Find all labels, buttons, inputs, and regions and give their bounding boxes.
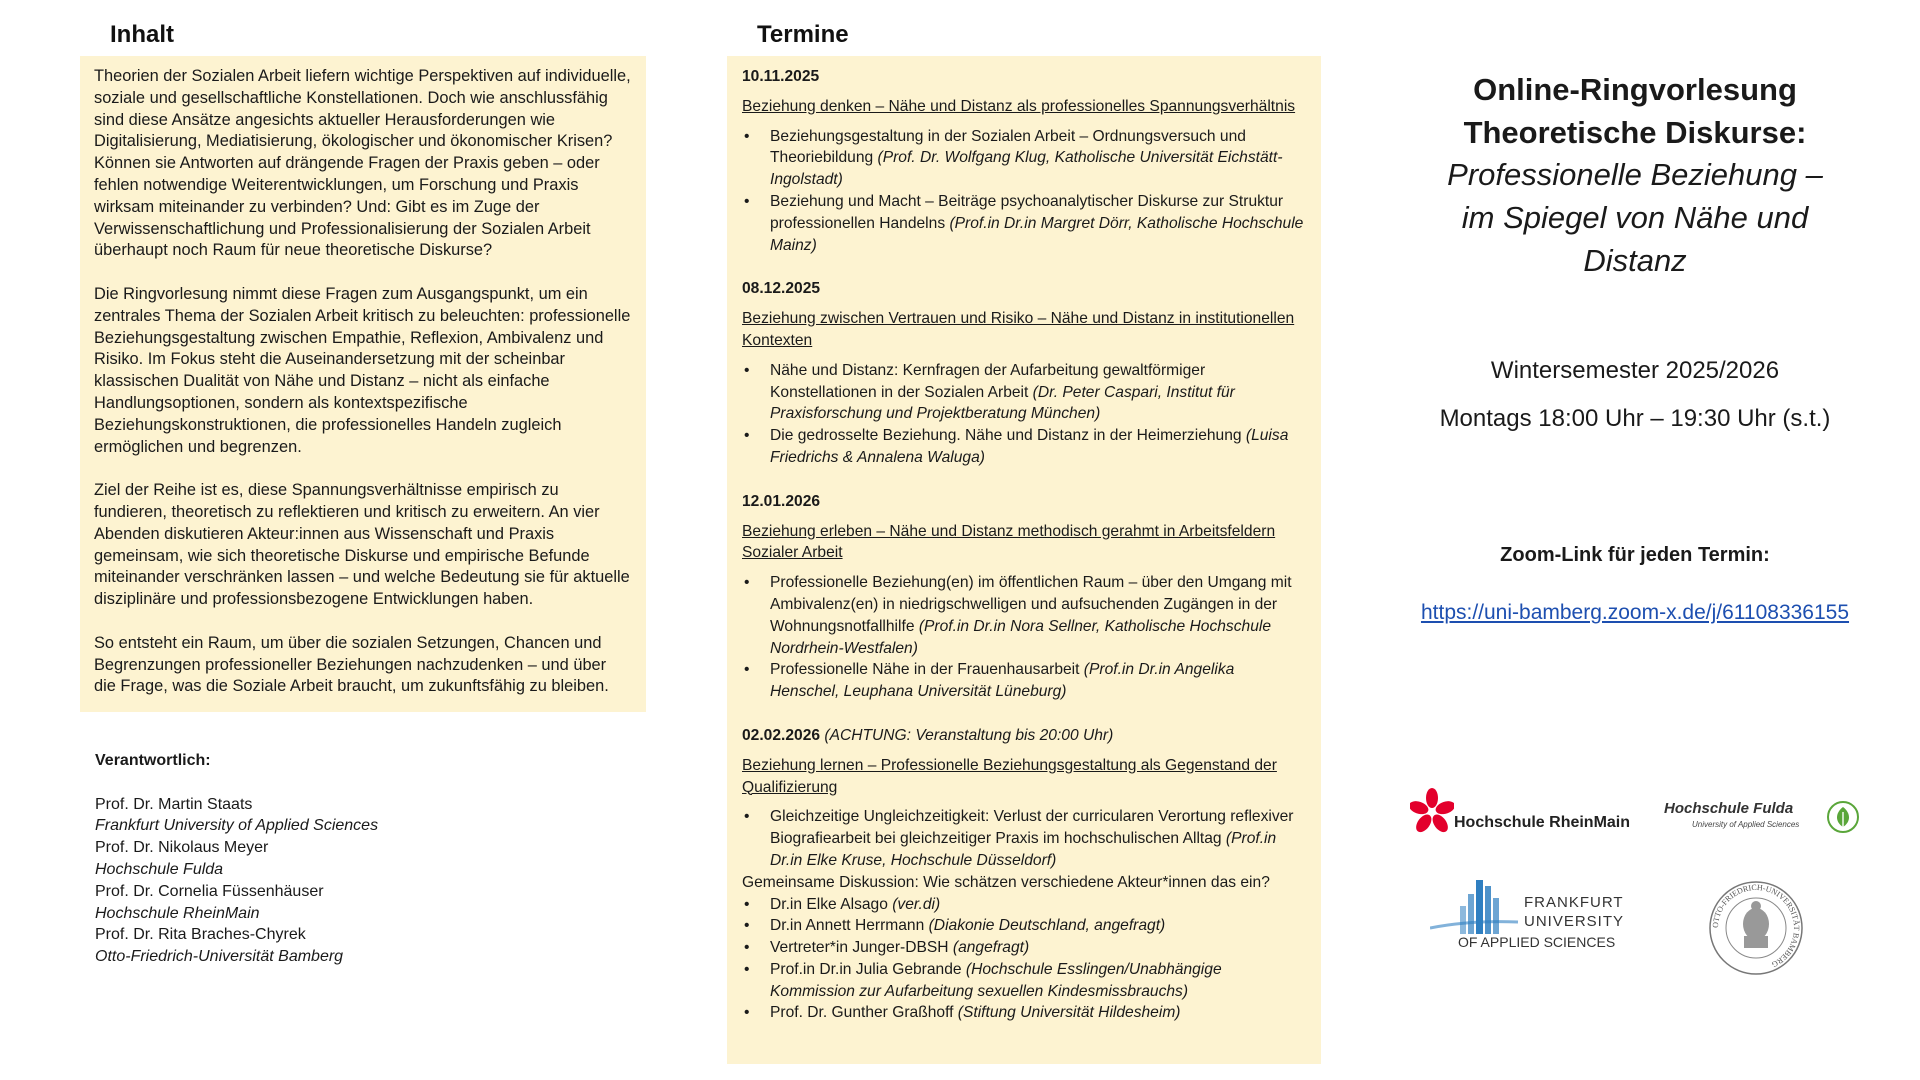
talk-item <box>742 659 1306 703</box>
talk-item <box>742 360 1306 425</box>
responsible-name: Prof. Dr. Martin Staats <box>95 795 253 813</box>
session-date <box>742 725 1306 747</box>
session-date: 08.12.2025 <box>742 280 821 298</box>
talk-speaker: (Prof.in Dr.in Angelika Henschel, Leuphana Universität Lüneburg) <box>770 661 1235 701</box>
panelist-affiliation: (Stiftung Universität Hildesheim) <box>957 1004 1181 1022</box>
intro-paragraph: So entsteht ein Raum, um über die sozialen Setzungen, Chancen und Begrenzungen professioneller Beziehungen nachzudenken – und über die Frage, was die Soziale Arbeit braucht, um zukunftsfähig zu bleiben. <box>94 633 609 696</box>
panelist-name: Dr.in Elke Alsago <box>770 895 893 913</box>
talk-text: Gleichzeitige Ungleichzeitigkeit: Verlust der curricularen Verortung reflexiver Biografiearbeit bei gleichzeitiger Praxis im hochschulischen Alltag <box>770 808 1294 848</box>
logo-frankfurt-uas <box>1430 876 1630 956</box>
session-title: Beziehung erleben – Nähe und Distanz methodisch gerahmt in Arbeitsfeldern Sozialer Arbeit <box>742 522 1276 562</box>
talk-item <box>742 425 1306 469</box>
intro-paragraph: Ziel der Reihe ist es, diese Spannungsverhältnisse empirisch zu fundieren, theoretisch zu reflektieren und kritisch zu erweitern. An vier Abenden diskutieren Akteur:innen aus Wissenschaft und Praxis gemeinsam, wie sich theoretische Diskurse und empirische Befunde miteinander verschränken lassen – und welche Bedeutung sie für aktuelle disziplinäre und professionsbezogene Entwicklungen haben. <box>94 481 630 609</box>
inhalt-heading: Inhalt <box>110 21 174 48</box>
intro-panel <box>80 56 646 712</box>
event-subtitle: Professionelle Beziehung – im Spiegel von Nähe und Distanz <box>1447 157 1823 278</box>
session-date: 10.11.2025 <box>742 68 820 85</box>
event-title-line: Theoretische Diskurse: <box>1463 115 1807 150</box>
zoom-label: Zoom-Link für jeden Termin: <box>1500 544 1770 566</box>
semester: Wintersemester 2025/2026 <box>1490 357 1780 384</box>
talk-text: Professionelle Nähe in der Frauenhausarbeit <box>770 661 1084 679</box>
discussion-intro: Gemeinsame Diskussion: Wie schätzen verschiedene Akteur*innen das ein? <box>742 873 1270 891</box>
talk-item <box>742 806 1306 871</box>
talk-text: Die gedrosselte Beziehung. Nähe und Distanz in der Heimerziehung <box>770 427 1246 445</box>
panelist-name: Prof.in Dr.in Julia Gebrande <box>770 960 966 978</box>
panelist-name: Vertreter*in Junger-DBSH <box>770 939 953 957</box>
responsible-institution: Hochschule RheinMain <box>95 904 260 922</box>
responsible-section <box>95 750 495 968</box>
talk-speaker: (Dr. Peter Caspari, Institut für Praxisforschung und Projektberatung München) <box>770 383 1235 423</box>
panelist-affiliation: (Hochschule Esslingen/Unabhängige Kommission zur Aufarbeitung sexuellen Kindesmissbrauchs) <box>770 960 1222 1000</box>
talk-speaker: (Prof.in Dr.in Nora Sellner, Katholische Hochschule Nordrhein-Westfalen) <box>770 617 1272 657</box>
panelist-name: Prof. Dr. Gunther Graßhoff <box>770 1004 958 1022</box>
talk-item <box>742 191 1306 256</box>
intro-paragraph: Die Ringvorlesung nimmt diese Fragen zum Ausgangspunkt, um ein zentrales Thema der Sozialen Arbeit kritisch zu beleuchten: professionelle Beziehungsgestaltung zwischen Empathie, Reflexion, Ambivalenz und Risiko. Im Fokus steht die Auseinandersetzung mit der scheinbar klassischen Dualität von Nähe und Distanz – nicht als einfache Handlungsoptionen, sondern als kontextspezifische Beziehungskonstruktionen, die professionelles Handeln zugleich ermöglichen und begrenzen. <box>94 284 631 456</box>
termine-panel <box>727 56 1321 1064</box>
responsible-institution: Frankfurt University of Applied Sciences <box>95 817 379 835</box>
responsible-name: Prof. Dr. Cornelia Füssenhäuser <box>95 882 324 900</box>
session-note: (ACHTUNG: Veranstaltung bis 20:00 Uhr) <box>824 726 1114 744</box>
talk-speaker: (Prof.in Dr.in Margret Dörr, Katholische Hochschule Mainz) <box>770 214 1304 254</box>
intro-paragraph: Theorien der Sozialen Arbeit liefern wichtige Perspektiven auf individuelle, soziale und gesellschaftliche Konstellationen. Doch wie anschlussfähig sind diese Ansätze angesichts aktueller Herausforderungen wie Digitalisierung, Mediatisierung, ökologischer und ökonomischer Krisen? Können sie Antworten auf drängende Fragen der Praxis geben – oder fehlen notwendige Weiterentwicklungen, um Forschung und Praxis wirksam miteinander zu verbinden? Und: Gibt es im Zuge der Verwissenschaftlichung und Professionalisierung der Sozialen Arbeit überhaupt noch Raum für neue theoretische Diskurse? <box>94 67 631 260</box>
frankfurt-logo-line: UNIVERSITY <box>1524 913 1625 930</box>
responsible-name: Prof. Dr. Nikolaus Meyer <box>95 839 269 857</box>
bamberg-seal-icon <box>1706 878 1806 978</box>
event-title-line: Online-Ringvorlesung <box>1473 72 1797 107</box>
session-3 <box>742 491 1306 703</box>
panelist-affiliation: (ver.di) <box>892 895 941 913</box>
event-title <box>1405 68 1865 154</box>
talk-item <box>742 572 1306 659</box>
panelist-affiliation: (Diakonie Deutschland, angefragt) <box>928 917 1166 935</box>
talk-text: Beziehung und Macht – Beiträge psychoanalytischer Diskurse zur Struktur professionellen Handelns <box>770 192 1284 232</box>
responsible-name: Prof. Dr. Rita Braches-Chyrek <box>95 926 306 944</box>
panelist-affiliation: (angefragt) <box>952 939 1030 957</box>
logo-uni-bamberg <box>1706 878 1806 978</box>
session-title: Beziehung lernen – Professionelle Beziehungsgestaltung als Gegenstand der Qualifizierung <box>742 756 1277 796</box>
panelist-item <box>742 915 1306 937</box>
bamberg-seal-text: OTTO-FRIEDRICH-UNIVERSITÄT BAMBERG <box>1710 882 1802 970</box>
frankfurt-logo-line: FRANKFURT <box>1524 894 1624 911</box>
talk-speaker: (Luisa Friedrichs & Annalena Waluga) <box>770 427 1289 466</box>
zoom-link[interactable]: https://uni-bamberg.zoom-x.de/j/61108336155 <box>1420 601 1850 624</box>
panelist-item <box>742 894 1306 916</box>
talk-item <box>742 126 1306 191</box>
talk-text: Nähe und Distanz: Kernfragen der Aufarbeitung gewaltförmiger Konstellationen in der Sozialen Arbeit <box>770 361 1206 401</box>
session-title: Beziehung zwischen Vertrauen und Risiko – Nähe und Distanz in institutionellen Kontexten <box>742 310 1295 349</box>
fulda-logo-text: Hochschule Fulda <box>1664 800 1794 817</box>
session-title: Beziehung denken – Nähe und Distanz als professionelles Spannungsverhältnis <box>742 97 1296 115</box>
panelist-item <box>742 937 1306 959</box>
talk-speaker: (Prof.in Dr.in Elke Kruse, Hochschule Düsseldorf) <box>770 830 1277 869</box>
session-date-value: 02.02.2026 <box>742 726 821 744</box>
session-2 <box>742 278 1306 468</box>
session-4 <box>742 725 1306 1024</box>
responsible-institution: Otto-Friedrich-Universität Bamberg <box>95 948 344 966</box>
session-date: 12.01.2026 <box>742 492 821 510</box>
talk-speaker: (Prof. Dr. Wolfgang Klug, Katholische Universität Eichstätt-Ingolstadt) <box>770 149 1283 189</box>
panelist-item <box>742 959 1306 1003</box>
panelist-name: Dr.in Annett Herrmann <box>770 917 929 935</box>
frankfurt-skyline-icon <box>1430 876 1520 936</box>
talk-text: Professionelle Beziehung(en) im öffentlichen Raum – über den Umgang mit Ambivalenz(en) in niedrigschwelligen und aufsuchenden Zugängen in der Wohnungsnotfallhilfe <box>770 574 1292 635</box>
time-slot: Montags 18:00 Uhr – 19:30 Uhr (s.t.) <box>1439 405 1831 432</box>
talk-text: Beziehungsgestaltung in der Sozialen Arbeit – Ordnungsversuch und Theoriebildung <box>770 127 1246 167</box>
termine-heading: Termine <box>757 21 849 48</box>
panelist-item <box>742 1002 1306 1024</box>
rheinmain-star-icon <box>1410 788 1454 834</box>
logo-hochschule-fulda <box>1664 800 1864 840</box>
rheinmain-logo-text: Hochschule RheinMain <box>1454 814 1631 831</box>
responsible-label: Verantwortlich: <box>95 752 211 769</box>
responsible-institution: Hochschule Fulda <box>95 860 224 878</box>
session-1 <box>742 66 1306 256</box>
frankfurt-logo-line: OF APPLIED SCIENCES <box>1458 934 1616 950</box>
fulda-logo-subtext: University of Applied Sciences <box>1692 820 1800 829</box>
logo-hochschule-rheinmain <box>1410 788 1630 836</box>
event-schedule <box>1405 347 1865 443</box>
fulda-leaf-icon <box>1826 800 1860 834</box>
